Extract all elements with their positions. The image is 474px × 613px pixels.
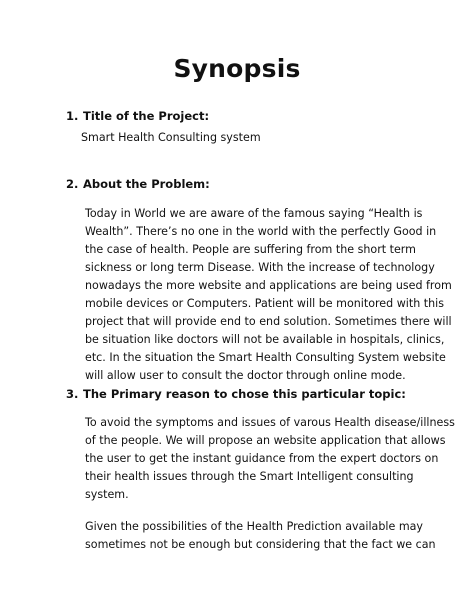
paragraph-line: Wealth”. There’s no one in the world with the perfectly Good in	[85, 225, 437, 238]
paragraph-line: the user to get the instant guidance from the expert doctors on	[85, 452, 439, 465]
paragraph-line: sometimes not be enough but considering that the fact we can	[85, 538, 436, 551]
paragraph-line: system.	[85, 488, 129, 501]
section-heading-about-problem	[66, 176, 210, 192]
section-number: 2.	[66, 177, 79, 191]
paragraph-line: project that will provide end to end solution. Sometimes there will	[85, 315, 452, 328]
paragraph-line: etc. In the situation the Smart Health Consulting System website	[85, 351, 446, 364]
paragraph-line: their health issues through the Smart Intelligent consulting	[85, 470, 414, 483]
paragraph-line: Given the possibilities of the Health Prediction available may	[85, 520, 423, 533]
paragraph-line: sickness or long term Disease. With the increase of technology	[85, 261, 435, 274]
section-heading-primary-reason	[66, 386, 406, 402]
paragraph-line: be situation like doctors will not be available in hospitals, clinics,	[85, 333, 445, 346]
paragraph-line: Today in World we are aware of the famous saying “Health is	[85, 207, 423, 220]
section-heading-title-of-project	[66, 108, 209, 124]
paragraph-line: of the people. We will propose an website application that allows	[85, 434, 446, 447]
paragraph-line: To avoid the symptoms and issues of varous Health disease/illness	[85, 416, 455, 429]
section-number: 1.	[66, 109, 79, 123]
page-title: Synopsis	[173, 54, 301, 83]
paragraph-line: mobile devices or Computers. Patient will be monitored with this	[85, 297, 445, 310]
section-heading-text: Title of the Project:	[83, 109, 210, 123]
project-title-value: Smart Health Consulting system	[81, 131, 261, 144]
paragraph-line: the case of health. People are suffering from the short term	[85, 243, 416, 256]
section-heading-text: About the Problem:	[83, 177, 210, 191]
section-number: 3.	[66, 387, 79, 401]
section-heading-text: The Primary reason to chose this particular topic:	[83, 387, 406, 401]
paragraph-line: will allow user to consult the doctor through online mode.	[85, 369, 406, 382]
paragraph-line: nowadays the more website and applications are being used from	[85, 279, 452, 292]
